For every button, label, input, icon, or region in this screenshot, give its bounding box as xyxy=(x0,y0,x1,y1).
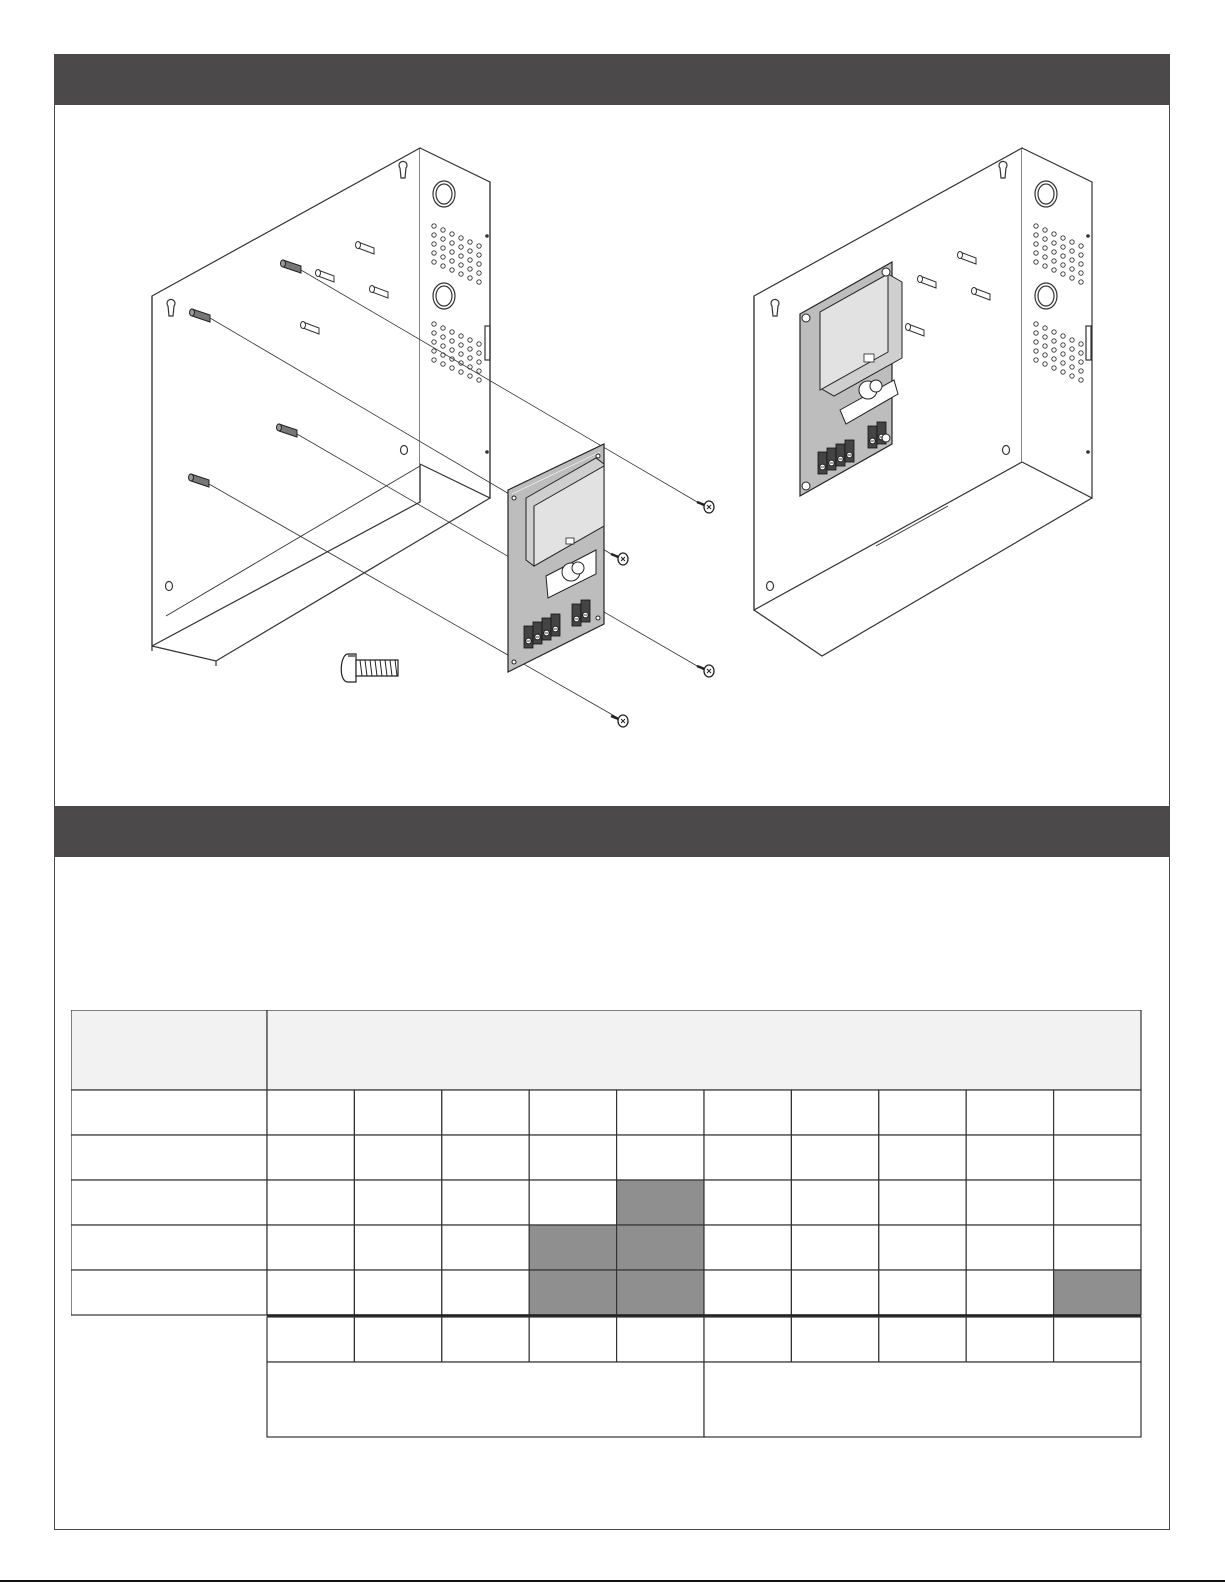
table-cell xyxy=(442,1135,529,1180)
table-footer-cell xyxy=(529,1317,616,1362)
table-cell xyxy=(791,1225,878,1270)
screw-icon xyxy=(611,553,628,565)
table-footer-cell xyxy=(354,1317,441,1362)
table-cell xyxy=(267,1135,354,1180)
table-footer-row xyxy=(267,1317,1141,1362)
screw-icon xyxy=(697,665,714,677)
table-cell xyxy=(1054,1135,1141,1180)
table-cell xyxy=(1054,1225,1141,1270)
table-footer-cell xyxy=(704,1317,791,1362)
table-cell xyxy=(442,1225,529,1270)
table-cell xyxy=(354,1135,441,1180)
table-footer-cell xyxy=(791,1317,878,1362)
table-cell xyxy=(966,1090,1053,1135)
table-cell-highlighted xyxy=(617,1225,704,1270)
table-cell xyxy=(1054,1090,1141,1135)
table-cell xyxy=(966,1180,1053,1225)
table-footer-cell xyxy=(966,1317,1053,1362)
table-cell xyxy=(704,1180,791,1225)
table-cell xyxy=(529,1180,616,1225)
table-cell xyxy=(617,1135,704,1180)
table-row-labels xyxy=(71,1090,267,1315)
table-cell xyxy=(354,1225,441,1270)
table-cell xyxy=(879,1225,966,1270)
section-header-installation xyxy=(54,54,1170,105)
table-cell-highlighted xyxy=(1054,1270,1141,1315)
table-cell-highlighted xyxy=(617,1180,704,1225)
table-cell xyxy=(791,1135,878,1180)
table-cell xyxy=(442,1180,529,1225)
table-cell xyxy=(879,1180,966,1225)
section-header-compatibility xyxy=(54,806,1170,857)
table-footer-group-right xyxy=(704,1362,1141,1437)
table-cell xyxy=(791,1090,878,1135)
table-cell-highlighted xyxy=(529,1270,616,1315)
table-cell xyxy=(704,1270,791,1315)
page-bottom-rule xyxy=(0,1580,1225,1582)
table-cell xyxy=(966,1270,1053,1315)
table-footer-cell xyxy=(879,1317,966,1362)
table-footer-cell xyxy=(1054,1317,1141,1362)
table-cell xyxy=(704,1090,791,1135)
table-cell xyxy=(879,1270,966,1315)
table-cell xyxy=(966,1225,1053,1270)
table-cell xyxy=(791,1270,878,1315)
table-cell xyxy=(879,1090,966,1135)
table-cell-highlighted xyxy=(617,1270,704,1315)
table-cell xyxy=(442,1270,529,1315)
table-cell xyxy=(704,1225,791,1270)
table-cell xyxy=(529,1135,616,1180)
screw-detail-icon xyxy=(341,654,398,682)
table-cell xyxy=(966,1135,1053,1180)
table-cell xyxy=(267,1180,354,1225)
table-cell xyxy=(617,1090,704,1135)
table-cell xyxy=(529,1090,616,1135)
table-footer-cell xyxy=(267,1317,354,1362)
table-cells xyxy=(267,1090,1141,1315)
table-cell xyxy=(354,1270,441,1315)
screw-icon xyxy=(697,501,714,513)
table-cell xyxy=(354,1090,441,1135)
table-cell xyxy=(267,1270,354,1315)
table-footer-cell xyxy=(617,1317,704,1362)
table-cell xyxy=(442,1090,529,1135)
table-cell xyxy=(267,1225,354,1270)
table-cell xyxy=(1054,1180,1141,1225)
table-cell xyxy=(704,1135,791,1180)
screw-icon xyxy=(611,715,628,727)
circuit-board-exploded xyxy=(508,444,604,672)
table-cell xyxy=(791,1180,878,1225)
table-cell xyxy=(879,1135,966,1180)
enclosure-left xyxy=(152,148,490,666)
table-cell xyxy=(267,1090,354,1135)
installation-diagram xyxy=(56,106,1168,804)
table-cell-highlighted xyxy=(529,1225,616,1270)
table-cell xyxy=(354,1180,441,1225)
table-header-label-cell xyxy=(71,1010,267,1090)
table-footer-group-left xyxy=(267,1362,704,1437)
compatibility-table xyxy=(71,1010,1153,1441)
table-header-span-cell xyxy=(267,1010,1141,1090)
table-footer-cell xyxy=(442,1317,529,1362)
